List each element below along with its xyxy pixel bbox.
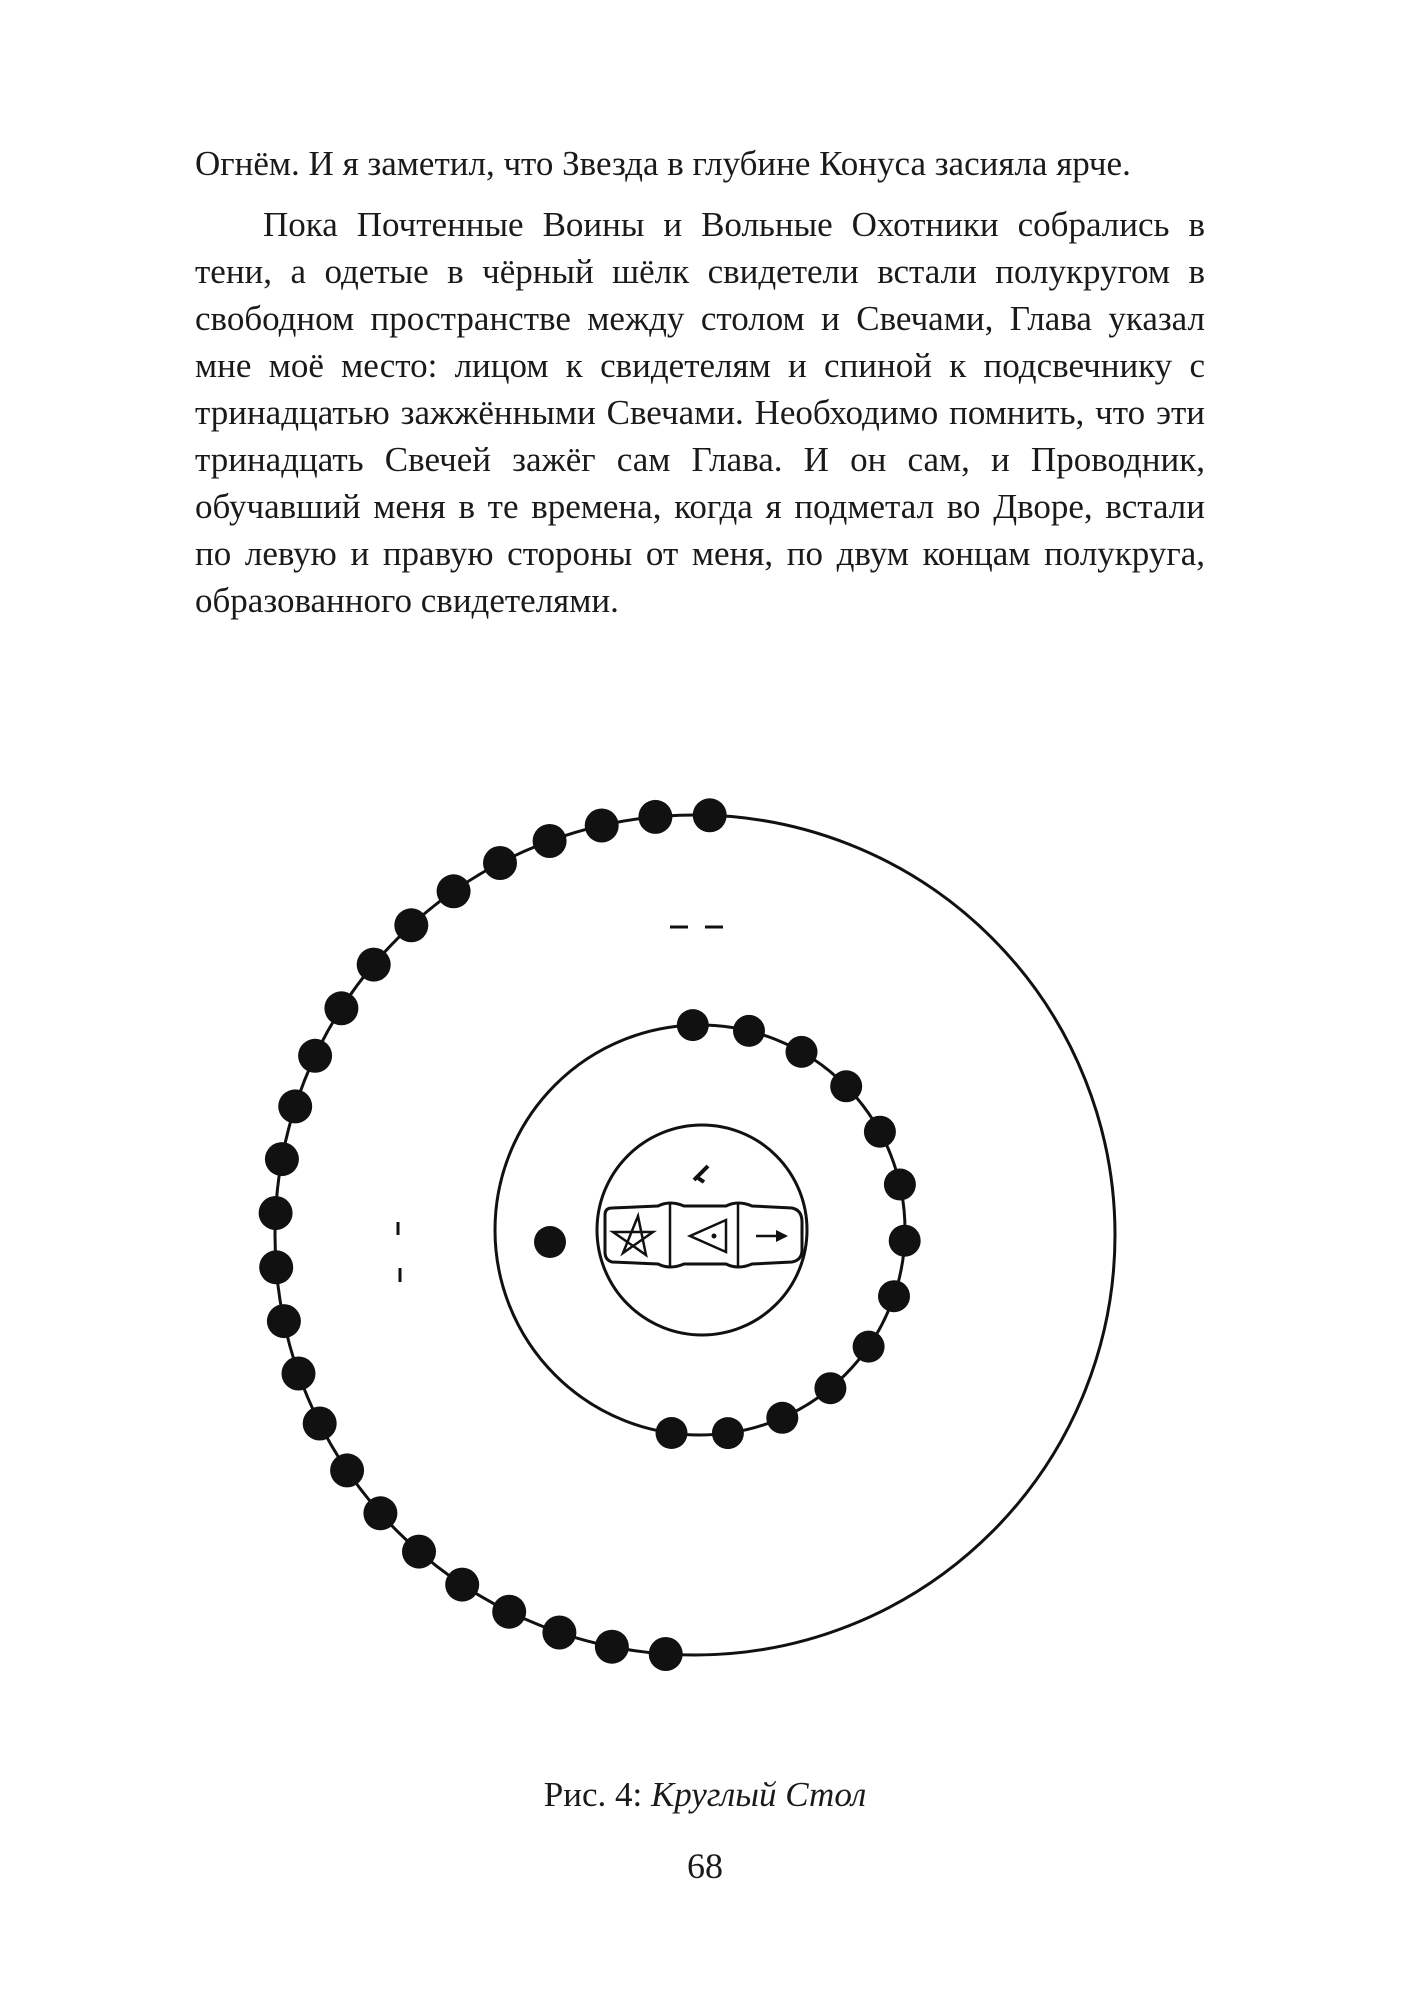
inner-dot	[677, 1009, 709, 1041]
outer-dot	[483, 846, 517, 880]
table-mark	[694, 1166, 708, 1182]
inner-dot	[889, 1225, 921, 1257]
outer-dot	[693, 798, 727, 832]
page-number: 68	[687, 1846, 723, 1886]
outer-dot	[259, 1250, 293, 1284]
inner-dot	[878, 1280, 910, 1312]
pentagram-icon	[613, 1216, 653, 1255]
outer-dot	[595, 1630, 629, 1664]
outer-dot	[298, 1039, 332, 1073]
inner-dot	[830, 1070, 862, 1102]
inner-ring-dots	[656, 1009, 921, 1449]
outer-dot	[585, 809, 619, 843]
body-text	[195, 140, 1205, 624]
outer-dot	[402, 1535, 436, 1569]
inner-dot	[733, 1015, 765, 1047]
triangle-dot	[712, 1234, 717, 1239]
inner-dot	[814, 1372, 846, 1404]
inner-dot	[712, 1417, 744, 1449]
outer-dot	[330, 1453, 364, 1487]
outer-dot	[542, 1616, 576, 1650]
outer-dot	[357, 948, 391, 982]
outer-dot	[492, 1595, 526, 1629]
round-table-diagram	[240, 790, 1140, 1690]
inner-dot	[786, 1036, 818, 1068]
arrow-icon	[756, 1230, 788, 1242]
outer-dot	[649, 1637, 683, 1671]
inner-dot	[766, 1402, 798, 1434]
outer-dot	[282, 1357, 316, 1391]
outer-dot	[278, 1089, 312, 1123]
guide-dot	[534, 1226, 566, 1258]
inner-dot	[853, 1331, 885, 1363]
outer-dot	[363, 1496, 397, 1530]
figure-caption	[0, 1775, 1410, 1815]
outer-dot	[533, 824, 567, 858]
paragraph-2: Пока Почтенные Воины и Вольные Охотники собрались в тени, а одетые в чёрный шёлк свидетели встали полукругом в свободном пространстве между столом и Свечами, Глава указал мне моё место: лицом к свидетелям и спиной к подсвечнику с тринадцатью зажжёнными Свечами. Необходимо помнить, что эти тринадцать Свечей зажёг сам Глава. И он сам, и Проводник, обучавший меня в те времена, когда я подметал во Дворе, встали по левую и правую стороны от меня, по двум концам полукруга, образованного свидетелями.	[195, 205, 1205, 620]
outer-dot	[265, 1142, 299, 1176]
outer-dot	[267, 1304, 301, 1338]
inner-dot	[656, 1417, 688, 1449]
triangle-icon	[690, 1220, 726, 1252]
outer-dot	[437, 874, 471, 908]
outer-ring-dots	[259, 798, 727, 1671]
outer-dot	[303, 1407, 337, 1441]
caption-title: Круглый Стол	[650, 1775, 867, 1814]
round-table-figure	[240, 790, 1140, 1690]
outer-dot	[638, 800, 672, 834]
inner-dot	[884, 1169, 916, 1201]
paragraph-1: Огнём. И я заметил, что Звезда в глубине Конуса засияла ярче.	[195, 144, 1131, 183]
outer-dot	[394, 908, 428, 942]
outer-dot	[324, 991, 358, 1025]
caption-prefix: Рис. 4:	[543, 1775, 651, 1814]
outer-dot	[259, 1196, 293, 1230]
inner-dot	[864, 1116, 896, 1148]
outer-dot	[445, 1568, 479, 1602]
